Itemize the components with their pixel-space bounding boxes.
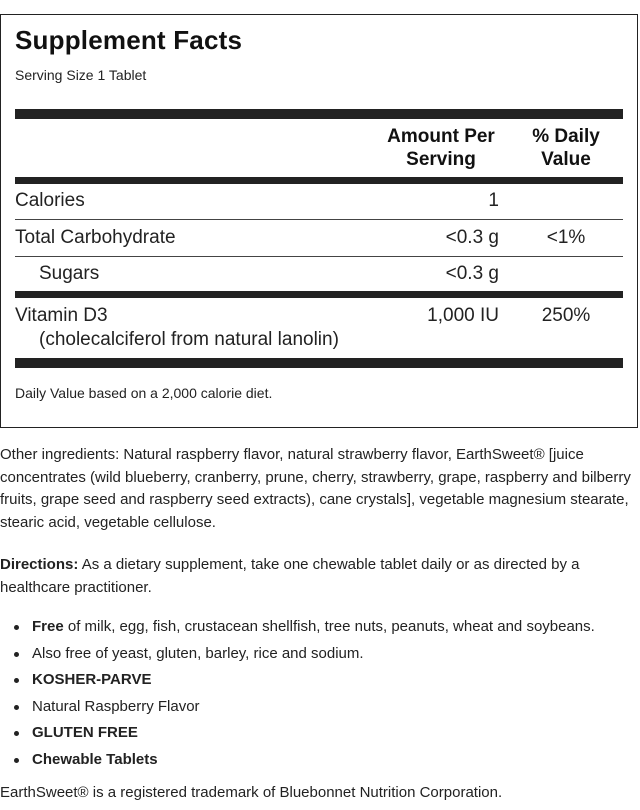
row-vitd3-label: Vitamin D3: [15, 305, 108, 326]
header-divider: [15, 177, 623, 184]
trademark-notice: EarthSweet® is a registered trademark of Bluebonnet Nutrition Corporation.: [0, 784, 503, 801]
dv-header-line1: % Daily: [532, 126, 600, 147]
list-item: [0, 641, 636, 668]
directions-text: As a dietary supplement, take one chewable tablet daily or as directed by a healthcare practitioner.: [0, 556, 580, 596]
list-item: [0, 667, 636, 694]
row-sugars-amount: <0.3 g: [445, 263, 499, 284]
row-calories-label: Calories: [15, 190, 85, 211]
list-item-text: Also free of yeast, gluten, barley, rice and sodium.: [32, 644, 364, 662]
list-item-bold: GLUTEN FREE: [32, 724, 138, 741]
bullet-dot-icon: [14, 652, 19, 657]
row-calories-amount: 1: [488, 190, 499, 211]
other-ingredients: Other ingredients: Natural raspberry flavor, natural strawberry flavor, EarthSweet® [juice concentrates (wild blueberry, cranberry, prune, cherry, strawberry, grape, raspberry and bilberry fruits, grape seed and raspberry seed extracts), cane crystals], vegetable magnesium stearate, stearic acid, vegetable cellulose.: [0, 446, 631, 531]
amount-header-line2: Serving: [406, 149, 476, 170]
daily-value-footnote: Daily Value based on a 2,000 calorie diet.: [15, 385, 273, 401]
row-divider: [15, 256, 623, 257]
list-item: [0, 694, 636, 721]
serving-size: Serving Size 1 Tablet: [15, 67, 147, 83]
list-item-text: Natural Raspberry Flavor: [32, 697, 200, 715]
feature-list: [0, 614, 636, 773]
bullet-dot-icon: [14, 678, 19, 683]
amount-header-line1: Amount Per: [387, 126, 495, 147]
list-item: [0, 720, 636, 747]
section-divider: [15, 291, 623, 298]
bullet-dot-icon: [14, 625, 19, 630]
bullet-dot-icon: [14, 758, 19, 763]
list-item-text: of milk, egg, fish, crustacean shellfish, tree nuts, peanuts, wheat and soybeans.: [63, 618, 595, 635]
dv-header-line2: Value: [541, 149, 591, 170]
list-item: [0, 614, 636, 641]
row-divider: [15, 219, 623, 220]
row-carb-dv: <1%: [546, 227, 586, 248]
daily-value-header: [516, 125, 616, 171]
list-item-bold: KOSHER-PARVE: [32, 671, 152, 688]
bullet-dot-icon: [14, 705, 19, 710]
list-item-bold: Chewable Tablets: [32, 750, 158, 768]
thick-divider-bottom: [15, 358, 623, 368]
row-carb-label: Total Carbohydrate: [15, 227, 176, 248]
list-item: [0, 747, 636, 774]
row-carb-amount: <0.3 g: [445, 227, 499, 248]
row-vitd3-dv: 250%: [541, 305, 591, 326]
directions-label: Directions:: [0, 556, 79, 573]
row-vitd3-amount: 1,000 IU: [427, 305, 499, 326]
row-sugars-label: Sugars: [39, 263, 100, 284]
directions: [0, 554, 636, 599]
thick-divider: [15, 109, 623, 119]
facts-title: Supplement Facts: [15, 25, 243, 55]
list-item-bold: Free: [32, 618, 64, 635]
supplement-facts-panel: [0, 14, 638, 428]
amount-per-serving-header: [371, 125, 511, 171]
bullet-dot-icon: [14, 731, 19, 736]
row-vitd3-source: (cholecalciferol from natural lanolin): [39, 329, 339, 350]
